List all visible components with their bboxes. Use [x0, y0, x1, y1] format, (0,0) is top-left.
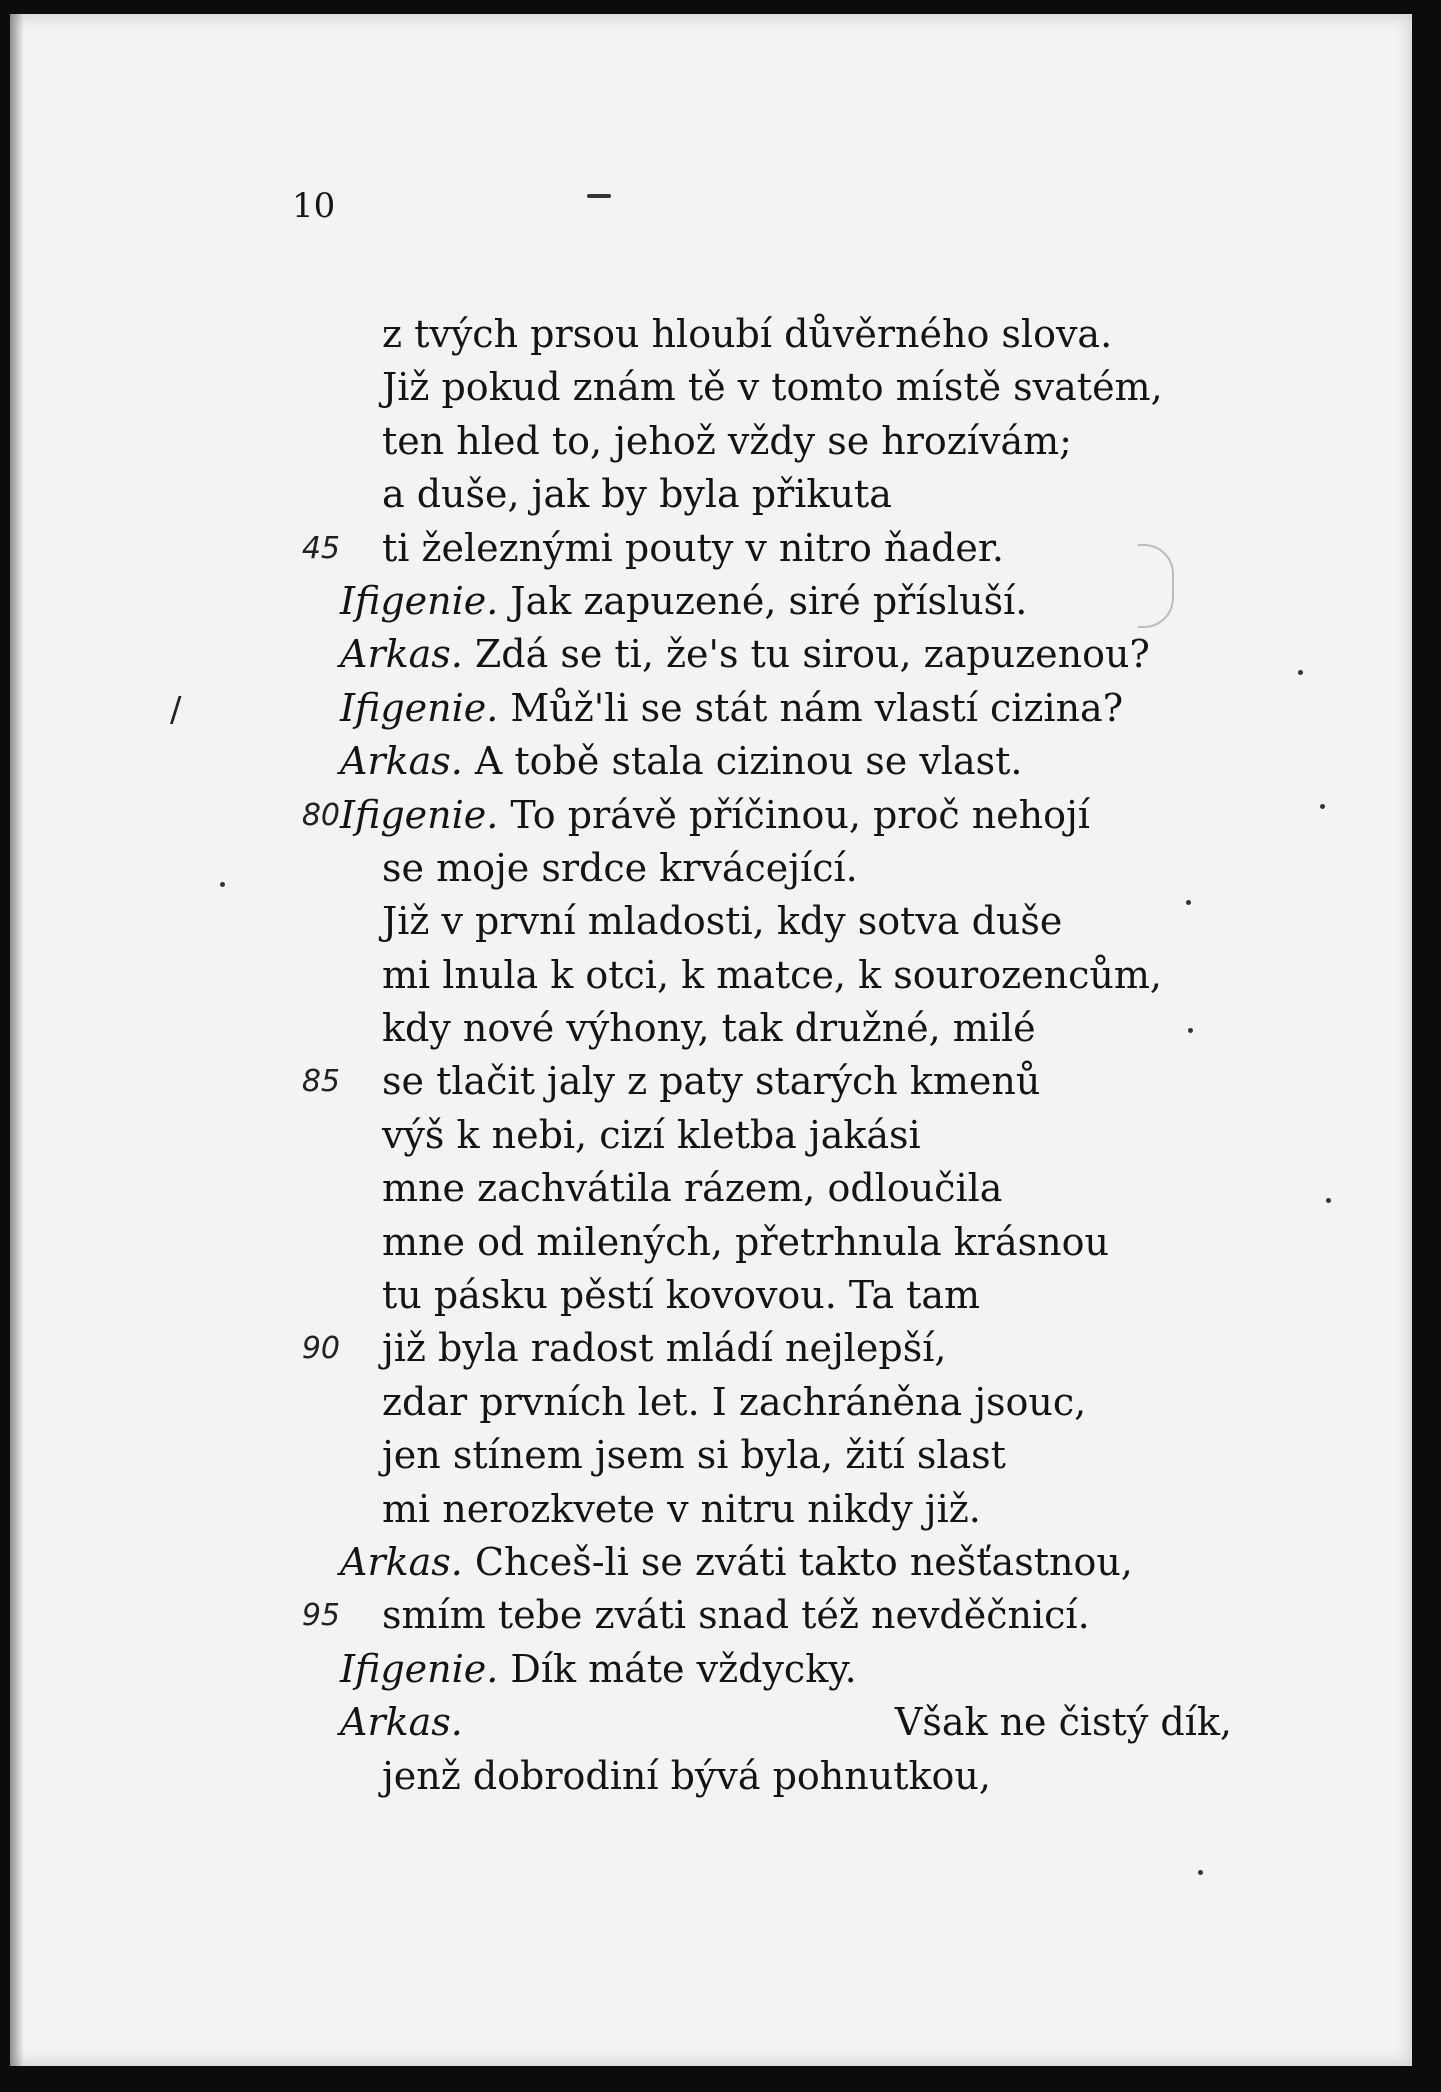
- line-content: [382, 522, 1004, 575]
- line-text: ti železnými pouty v nitro ňader.: [382, 525, 1004, 570]
- line-content: [382, 895, 1062, 948]
- text-line: [10, 735, 1412, 788]
- line-text: A tobě stala cizinou se vlast.: [474, 739, 1023, 784]
- line-text: Dík máte vždycky.: [510, 1646, 857, 1691]
- line-text: kdy nové výhony, tak družné, milé: [382, 1006, 1036, 1051]
- line-content: [382, 1216, 1109, 1269]
- line-text: výš k nebi, cizí kletba jakási: [382, 1112, 921, 1157]
- line-content: [382, 1162, 1002, 1215]
- text-line: [10, 575, 1412, 628]
- speaker-name: Arkas.: [340, 1539, 463, 1584]
- line-content: [340, 1643, 857, 1696]
- line-content: [382, 842, 858, 895]
- line-content: [340, 1696, 1232, 1749]
- line-content: [382, 1483, 981, 1536]
- text-line: [10, 1109, 1412, 1162]
- line-content: [382, 1002, 1036, 1055]
- line-text: mne zachvátila rázem, odloučila: [382, 1166, 1003, 1211]
- line-content: [340, 789, 1090, 842]
- poem-text: [10, 308, 1412, 1803]
- line-text: Však ne čistý dík,: [894, 1700, 1232, 1745]
- margin-line-number: 45: [301, 530, 340, 566]
- margin-line-number: 90: [301, 1331, 340, 1367]
- line-content: [382, 1429, 1006, 1482]
- text-line: [10, 1536, 1412, 1589]
- margin-tick: /: [170, 690, 182, 730]
- line-text: Již pokud znám tě v tomto místě svatém,: [382, 365, 1163, 410]
- margin-line-number: 80: [301, 797, 340, 833]
- speaker-name: Arkas.: [340, 1700, 463, 1745]
- text-line: [10, 1322, 1412, 1375]
- text-line: [10, 361, 1412, 414]
- text-line: [10, 1483, 1412, 1536]
- line-text: ten hled to, jehož vždy se hrozívám;: [382, 418, 1072, 463]
- line-content: [382, 949, 1162, 1002]
- text-line: [10, 522, 1412, 575]
- line-text: Můž'li se stát nám vlastí cizina?: [510, 685, 1124, 730]
- line-text: mi lnula k otci, k matce, k sourozencům,: [382, 952, 1162, 997]
- text-line: [10, 468, 1412, 521]
- text-line: [10, 1216, 1412, 1269]
- line-text: To právě příčinou, proč nehojí: [510, 792, 1090, 837]
- margin-line-number: 85: [301, 1064, 340, 1100]
- book-page: [10, 14, 1412, 2066]
- text-line: [10, 1162, 1412, 1215]
- line-text: jenž dobrodiní bývá pohnutkou,: [382, 1753, 991, 1798]
- line-content: [382, 1269, 980, 1322]
- line-content: [340, 628, 1150, 681]
- text-line: [10, 949, 1412, 1002]
- text-line: [10, 1269, 1412, 1322]
- text-line: [10, 1376, 1412, 1429]
- speaker-name: Ifigenie.: [340, 1646, 499, 1691]
- text-line: [10, 1002, 1412, 1055]
- line-text: jen stínem jsem si byla, žití slast: [382, 1433, 1006, 1478]
- line-content: [382, 468, 892, 521]
- text-line: [10, 308, 1412, 361]
- speaker-name: Arkas.: [340, 739, 463, 784]
- text-line: [10, 1696, 1412, 1749]
- header-mark: [587, 194, 611, 198]
- speaker-name: Ifigenie.: [340, 792, 499, 837]
- line-text: tu pásku pěstí kovovou. Ta tam: [382, 1273, 981, 1318]
- line-content: [340, 735, 1022, 788]
- text-line: [10, 1643, 1412, 1696]
- line-content: [382, 1055, 1040, 1108]
- line-content: [382, 1322, 946, 1375]
- text-line: [10, 415, 1412, 468]
- text-line: [10, 682, 1412, 735]
- line-text: zdar prvních let. I zachráněna jsouc,: [382, 1379, 1087, 1424]
- line-content: [382, 1750, 991, 1803]
- line-content: [340, 1536, 1133, 1589]
- line-text: mne od milených, přetrhnula krásnou: [382, 1219, 1109, 1264]
- speaker-name: Ifigenie.: [340, 578, 499, 623]
- line-text: Zdá se ti, že's tu sirou, zapuzenou?: [474, 632, 1150, 677]
- line-content: [340, 682, 1123, 735]
- ink-speck: [1198, 1870, 1203, 1875]
- text-line: [10, 1429, 1412, 1482]
- line-text: Již v první mladosti, kdy sotva duše: [382, 899, 1063, 944]
- line-text: Chceš-li se zváti takto nešťastnou,: [474, 1539, 1133, 1584]
- line-content: [382, 1589, 1090, 1642]
- margin-line-number: 95: [301, 1598, 340, 1634]
- line-content: [340, 575, 1027, 628]
- line-text: se tlačit jaly z paty starých kmenů: [382, 1059, 1041, 1104]
- text-line: [10, 842, 1412, 895]
- line-text: Jak zapuzené, siré přísluší.: [510, 578, 1028, 623]
- text-line: [10, 1055, 1412, 1108]
- line-text: z tvých prsou hloubí důvěrného slova.: [382, 312, 1113, 356]
- line-text: již byla radost mládí nejlepší,: [382, 1326, 947, 1371]
- line-content: [382, 1376, 1086, 1429]
- line-text: a duše, jak by byla přikuta: [382, 472, 892, 517]
- page-number: 10: [292, 186, 336, 226]
- line-content: [382, 308, 1112, 361]
- line-text: se moje srdce krvácející.: [382, 845, 858, 890]
- line-content: [382, 1109, 921, 1162]
- line-text: smím tebe zváti snad též nevděčnicí.: [382, 1593, 1090, 1638]
- text-line: [10, 628, 1412, 681]
- speaker-name: Arkas.: [340, 632, 463, 677]
- line-text: mi nerozkvete v nitru nikdy již.: [382, 1486, 981, 1531]
- text-line: [10, 789, 1412, 842]
- line-content: [382, 361, 1163, 414]
- text-line: [10, 1589, 1412, 1642]
- speaker-name: Ifigenie.: [340, 685, 499, 730]
- text-line: [10, 895, 1412, 948]
- text-line: [10, 1750, 1412, 1803]
- line-content: [382, 415, 1072, 468]
